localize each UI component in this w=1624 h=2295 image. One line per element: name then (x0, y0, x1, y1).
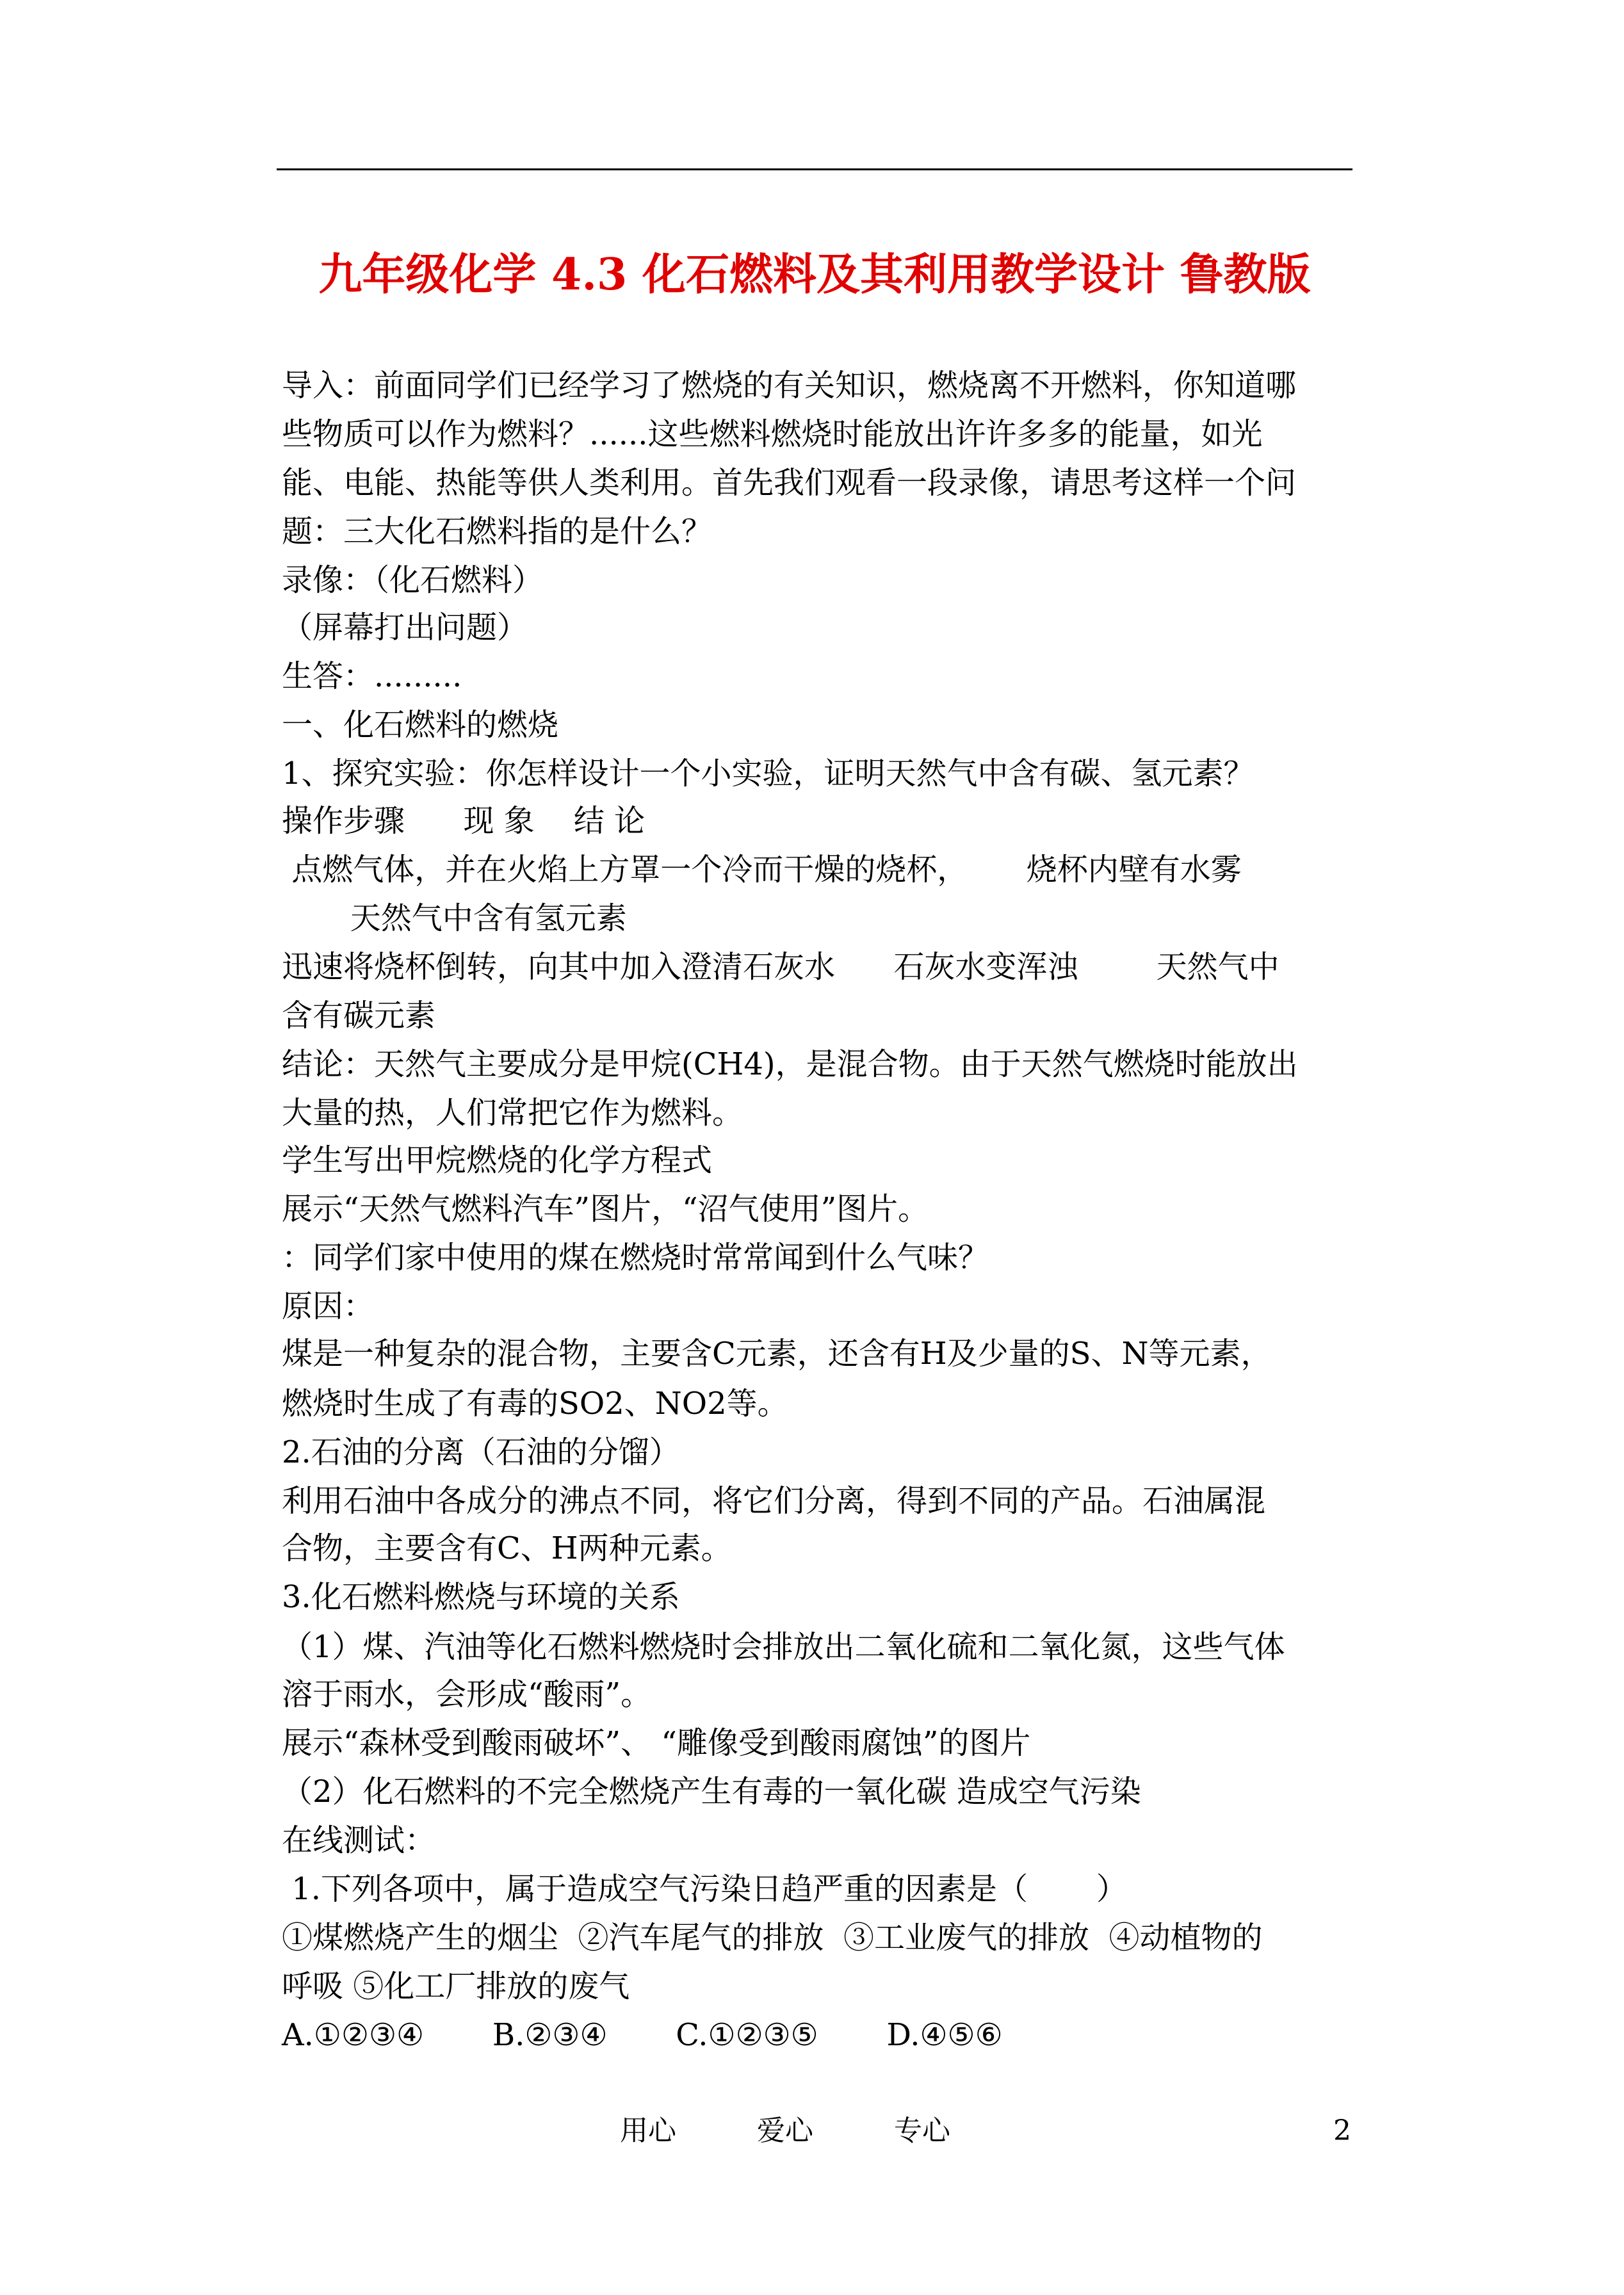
footer-motto-2: 爱心 (757, 2114, 813, 2147)
text-line: 题：三大化石燃料指的是什么？ (282, 514, 713, 549)
text-line: 点燃气体，并在火焰上方罩一个冷而干燥的烧杯， 烧杯内壁有水雾 (282, 852, 1242, 888)
question-text: 1.下列各项中，属于造成空气污染日趋严重的因素是（ ） (282, 1871, 1127, 1907)
page-number: 2 (1333, 2114, 1351, 2147)
text-line: 操作步骤 现 象 结 论 (282, 803, 646, 839)
page-title: 九年级化学 4.3 化石燃料及其利用教学设计 鲁教版 (318, 249, 1311, 300)
question-options: 呼吸 ⑤化工厂排放的废气 (282, 1968, 630, 2004)
text-line: 利用石油中各成分的沸点不同，将它们分离，得到不同的产品。石油属混 (282, 1483, 1266, 1519)
section-heading: 2.石油的分离（石油的分馏） (282, 1434, 680, 1470)
text-line: 合物，主要含有C、H两种元素。 (282, 1530, 732, 1566)
section-heading: 一、化石燃料的燃烧 (282, 707, 559, 743)
answer-choices: A.①②③④ B.②③④ C.①②③⑤ D.④⑤⑥ (282, 2017, 1003, 2053)
text-line: 结论：天然气主要成分是甲烷(CH4)，是混合物。由于天然气燃烧时能放出 (282, 1046, 1298, 1082)
text-line: 导入：前面同学们已经学习了燃烧的有关知识，燃烧离不开燃料，你知道哪 (282, 368, 1297, 403)
text-line: ：同学们家中使用的煤在燃烧时常常闻到什么气味？ (282, 1240, 989, 1276)
text-line: 些物质可以作为燃料？......这些燃料燃烧时能放出许许多多的能量，如光 (282, 416, 1263, 452)
footer-motto-1: 用心 (620, 2114, 676, 2147)
text-line: 展示“天然气燃料汽车”图片，“沼气使用”图片。 (282, 1191, 929, 1227)
text-line: 学生写出甲烷燃烧的化学方程式 (282, 1142, 713, 1178)
text-line: 天然气中含有氢元素 (282, 900, 627, 936)
footer-motto-3: 专心 (894, 2114, 950, 2147)
text-line: 溶于雨水，会形成“酸雨”。 (282, 1676, 652, 1712)
text-line: 能、电能、热能等供人类利用。首先我们观看一段录像，请思考这样一个问 (282, 465, 1297, 501)
question-options: ①煤燃烧产生的烟尘 ②汽车尾气的排放 ③工业废气的排放 ④动植物的 (282, 1920, 1263, 1956)
text-line: 展示“森林受到酸雨破坏”、 “雕像受到酸雨腐蚀”的图片 (282, 1725, 1031, 1761)
text-line: 录像：（化石燃料） (282, 562, 544, 598)
text-line: 含有碳元素 (282, 998, 436, 1034)
header-rule (277, 168, 1352, 170)
text-line: （屏幕打出问题） (282, 610, 528, 645)
text-line: （1）煤、汽油等化石燃料燃烧时会排放出二氧化硫和二氧化氮，这些气体 (282, 1629, 1285, 1665)
text-line: 煤是一种复杂的混合物，主要含C元素，还含有H及少量的S、N等元素， (282, 1336, 1272, 1372)
text-line: 1、探究实验：你怎样设计一个小实验，证明天然气中含有碳、氢元素？ (282, 756, 1255, 791)
text-line: 原因： (282, 1288, 375, 1324)
text-line: 燃烧时生成了有毒的SO2、NO2等。 (282, 1386, 788, 1422)
section-heading: 3.化石燃料燃烧与环境的关系 (282, 1579, 680, 1615)
text-line: 在线测试： (282, 1822, 436, 1858)
text-line: （2）化石燃料的不完全燃烧产生有毒的一氧化碳 造成空气污染 (282, 1774, 1141, 1810)
text-line: 迅速将烧杯倒转，向其中加入澄清石灰水 石灰水变浑浊 天然气中 (282, 949, 1279, 985)
text-line: 大量的热，人们常把它作为燃料。 (282, 1095, 743, 1131)
text-line: 生答：......... (282, 658, 462, 694)
